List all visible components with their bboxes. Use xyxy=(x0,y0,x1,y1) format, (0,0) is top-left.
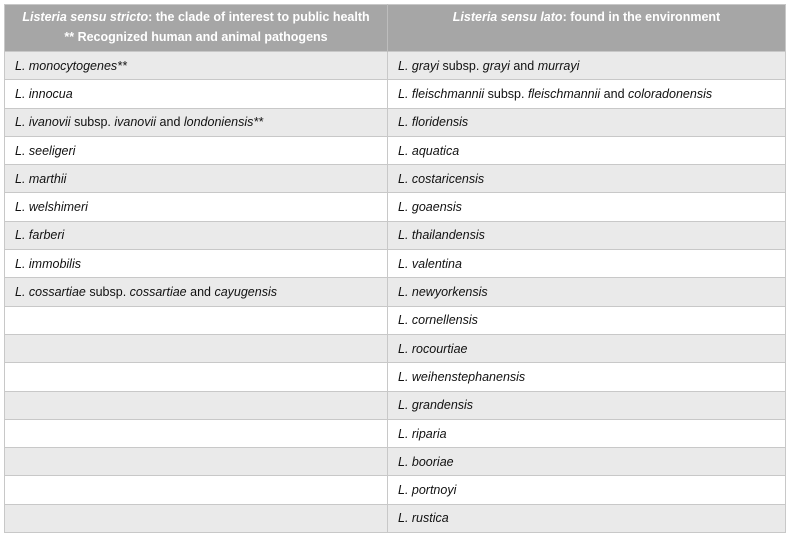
sensu-lato-cell xyxy=(388,476,786,504)
sensu-stricto-cell xyxy=(5,363,388,391)
sensu-stricto-cell xyxy=(5,165,388,193)
species-name-segment: L. cossartiae xyxy=(15,285,86,300)
species-name-segment: cayugensis xyxy=(214,285,277,300)
listeria-clade-table xyxy=(4,4,786,533)
table-row xyxy=(5,136,786,164)
table-header-row xyxy=(5,5,786,52)
sensu-lato-cell xyxy=(388,165,786,193)
table-row xyxy=(5,391,786,419)
table-row xyxy=(5,448,786,476)
species-name-segment: L. monocytogenes** xyxy=(15,58,127,73)
species-name-segment: subsp. xyxy=(85,285,130,300)
table-row xyxy=(5,193,786,221)
species-name-segment: L. portnoyi xyxy=(398,483,457,498)
species-name-segment: subsp. xyxy=(484,86,528,101)
table-row xyxy=(5,476,786,504)
table-row xyxy=(5,334,786,362)
sensu-stricto-cell xyxy=(5,448,388,476)
sensu-lato-cell xyxy=(388,278,786,306)
species-name-segment: coloradonensis xyxy=(628,86,713,101)
species-name-segment: L. costaricensis xyxy=(398,171,485,186)
table-row xyxy=(5,306,786,334)
table-row xyxy=(5,363,786,391)
species-name-segment: L. aquatica xyxy=(398,143,460,158)
sensu-stricto-cell xyxy=(5,136,388,164)
header-sensu-stricto xyxy=(5,5,388,52)
species-name-segment: and xyxy=(600,86,629,101)
sensu-lato-cell xyxy=(388,108,786,136)
sensu-stricto-cell xyxy=(5,504,388,532)
table-row xyxy=(5,52,786,80)
header-sensu-stricto-description: : the clade of interest to public health xyxy=(148,10,370,24)
sensu-stricto-cell xyxy=(5,391,388,419)
table-body xyxy=(5,52,786,533)
sensu-lato-cell xyxy=(388,334,786,362)
species-name-segment: cossartiae xyxy=(129,285,187,300)
species-name-segment: L. rustica xyxy=(398,511,449,526)
species-name-segment: and xyxy=(186,285,215,300)
sensu-lato-cell xyxy=(388,448,786,476)
sensu-stricto-cell xyxy=(5,419,388,447)
table-row xyxy=(5,221,786,249)
table-row xyxy=(5,504,786,532)
species-name-segment: fleischmannii xyxy=(527,86,601,101)
sensu-stricto-cell xyxy=(5,278,388,306)
species-name-segment: subsp. xyxy=(70,115,115,130)
sensu-stricto-cell xyxy=(5,476,388,504)
species-name-segment: subsp. xyxy=(439,58,483,73)
sensu-lato-cell xyxy=(388,419,786,447)
species-name-segment: L. ivanovii xyxy=(15,115,71,130)
header-pathogen-note: ** Recognized human and animal pathogens xyxy=(64,30,328,44)
sensu-lato-cell xyxy=(388,52,786,80)
sensu-stricto-cell xyxy=(5,193,388,221)
species-name-segment: L. fleischmannii xyxy=(398,86,485,101)
species-name-segment: and xyxy=(156,115,184,130)
sensu-lato-cell xyxy=(388,250,786,278)
header-sensu-lato-term: Listeria sensu lato xyxy=(452,10,563,24)
species-name-segment: L. farberi xyxy=(15,228,65,243)
sensu-stricto-cell xyxy=(5,306,388,334)
species-name-segment: L. marthii xyxy=(15,171,67,186)
table-row xyxy=(5,165,786,193)
header-sensu-lato xyxy=(388,5,786,52)
species-name-segment: L. rocourtiae xyxy=(398,341,468,356)
table-row xyxy=(5,80,786,108)
species-name-segment: londoniensis** xyxy=(183,115,264,130)
species-name-segment: L. newyorkensis xyxy=(398,285,488,300)
sensu-lato-cell xyxy=(388,193,786,221)
species-name-segment: murrayi xyxy=(537,58,580,73)
species-name-segment: L. thailandensis xyxy=(398,228,485,243)
header-sensu-stricto-term: Listeria sensu stricto xyxy=(22,10,149,24)
sensu-stricto-cell xyxy=(5,334,388,362)
sensu-lato-cell xyxy=(388,80,786,108)
species-name-segment: and xyxy=(509,58,538,73)
table-row xyxy=(5,278,786,306)
sensu-stricto-cell xyxy=(5,80,388,108)
species-name-segment: L. riparia xyxy=(398,426,447,441)
table-row xyxy=(5,419,786,447)
species-name-segment: L. welshimeri xyxy=(15,200,88,215)
sensu-lato-cell xyxy=(388,363,786,391)
sensu-stricto-cell xyxy=(5,250,388,278)
header-sensu-lato-description: : found in the environment xyxy=(562,10,721,24)
sensu-lato-cell xyxy=(388,391,786,419)
species-name-segment: L. grandensis xyxy=(398,398,474,413)
sensu-stricto-cell xyxy=(5,108,388,136)
species-name-segment: ivanovii xyxy=(114,115,157,130)
species-name-segment: L. immobilis xyxy=(15,256,81,271)
sensu-lato-cell xyxy=(388,504,786,532)
table-row xyxy=(5,250,786,278)
sensu-lato-cell xyxy=(388,136,786,164)
species-name-segment: L. goaensis xyxy=(398,200,462,215)
sensu-lato-cell xyxy=(388,306,786,334)
species-name-segment: L. cornellensis xyxy=(398,313,478,328)
species-name-segment: L. valentina xyxy=(398,256,462,271)
sensu-lato-cell xyxy=(388,221,786,249)
species-name-segment: L. booriae xyxy=(398,454,454,469)
species-name-segment: L. innocua xyxy=(15,86,73,101)
species-name-segment: L. seeligeri xyxy=(15,143,76,158)
species-name-segment: L. grayi xyxy=(398,58,439,73)
species-name-segment: L. weihenstephanensis xyxy=(398,369,526,384)
species-name-segment: grayi xyxy=(482,58,510,73)
sensu-stricto-cell xyxy=(5,52,388,80)
species-name-segment: L. floridensis xyxy=(398,115,469,130)
sensu-stricto-cell xyxy=(5,221,388,249)
table-row xyxy=(5,108,786,136)
